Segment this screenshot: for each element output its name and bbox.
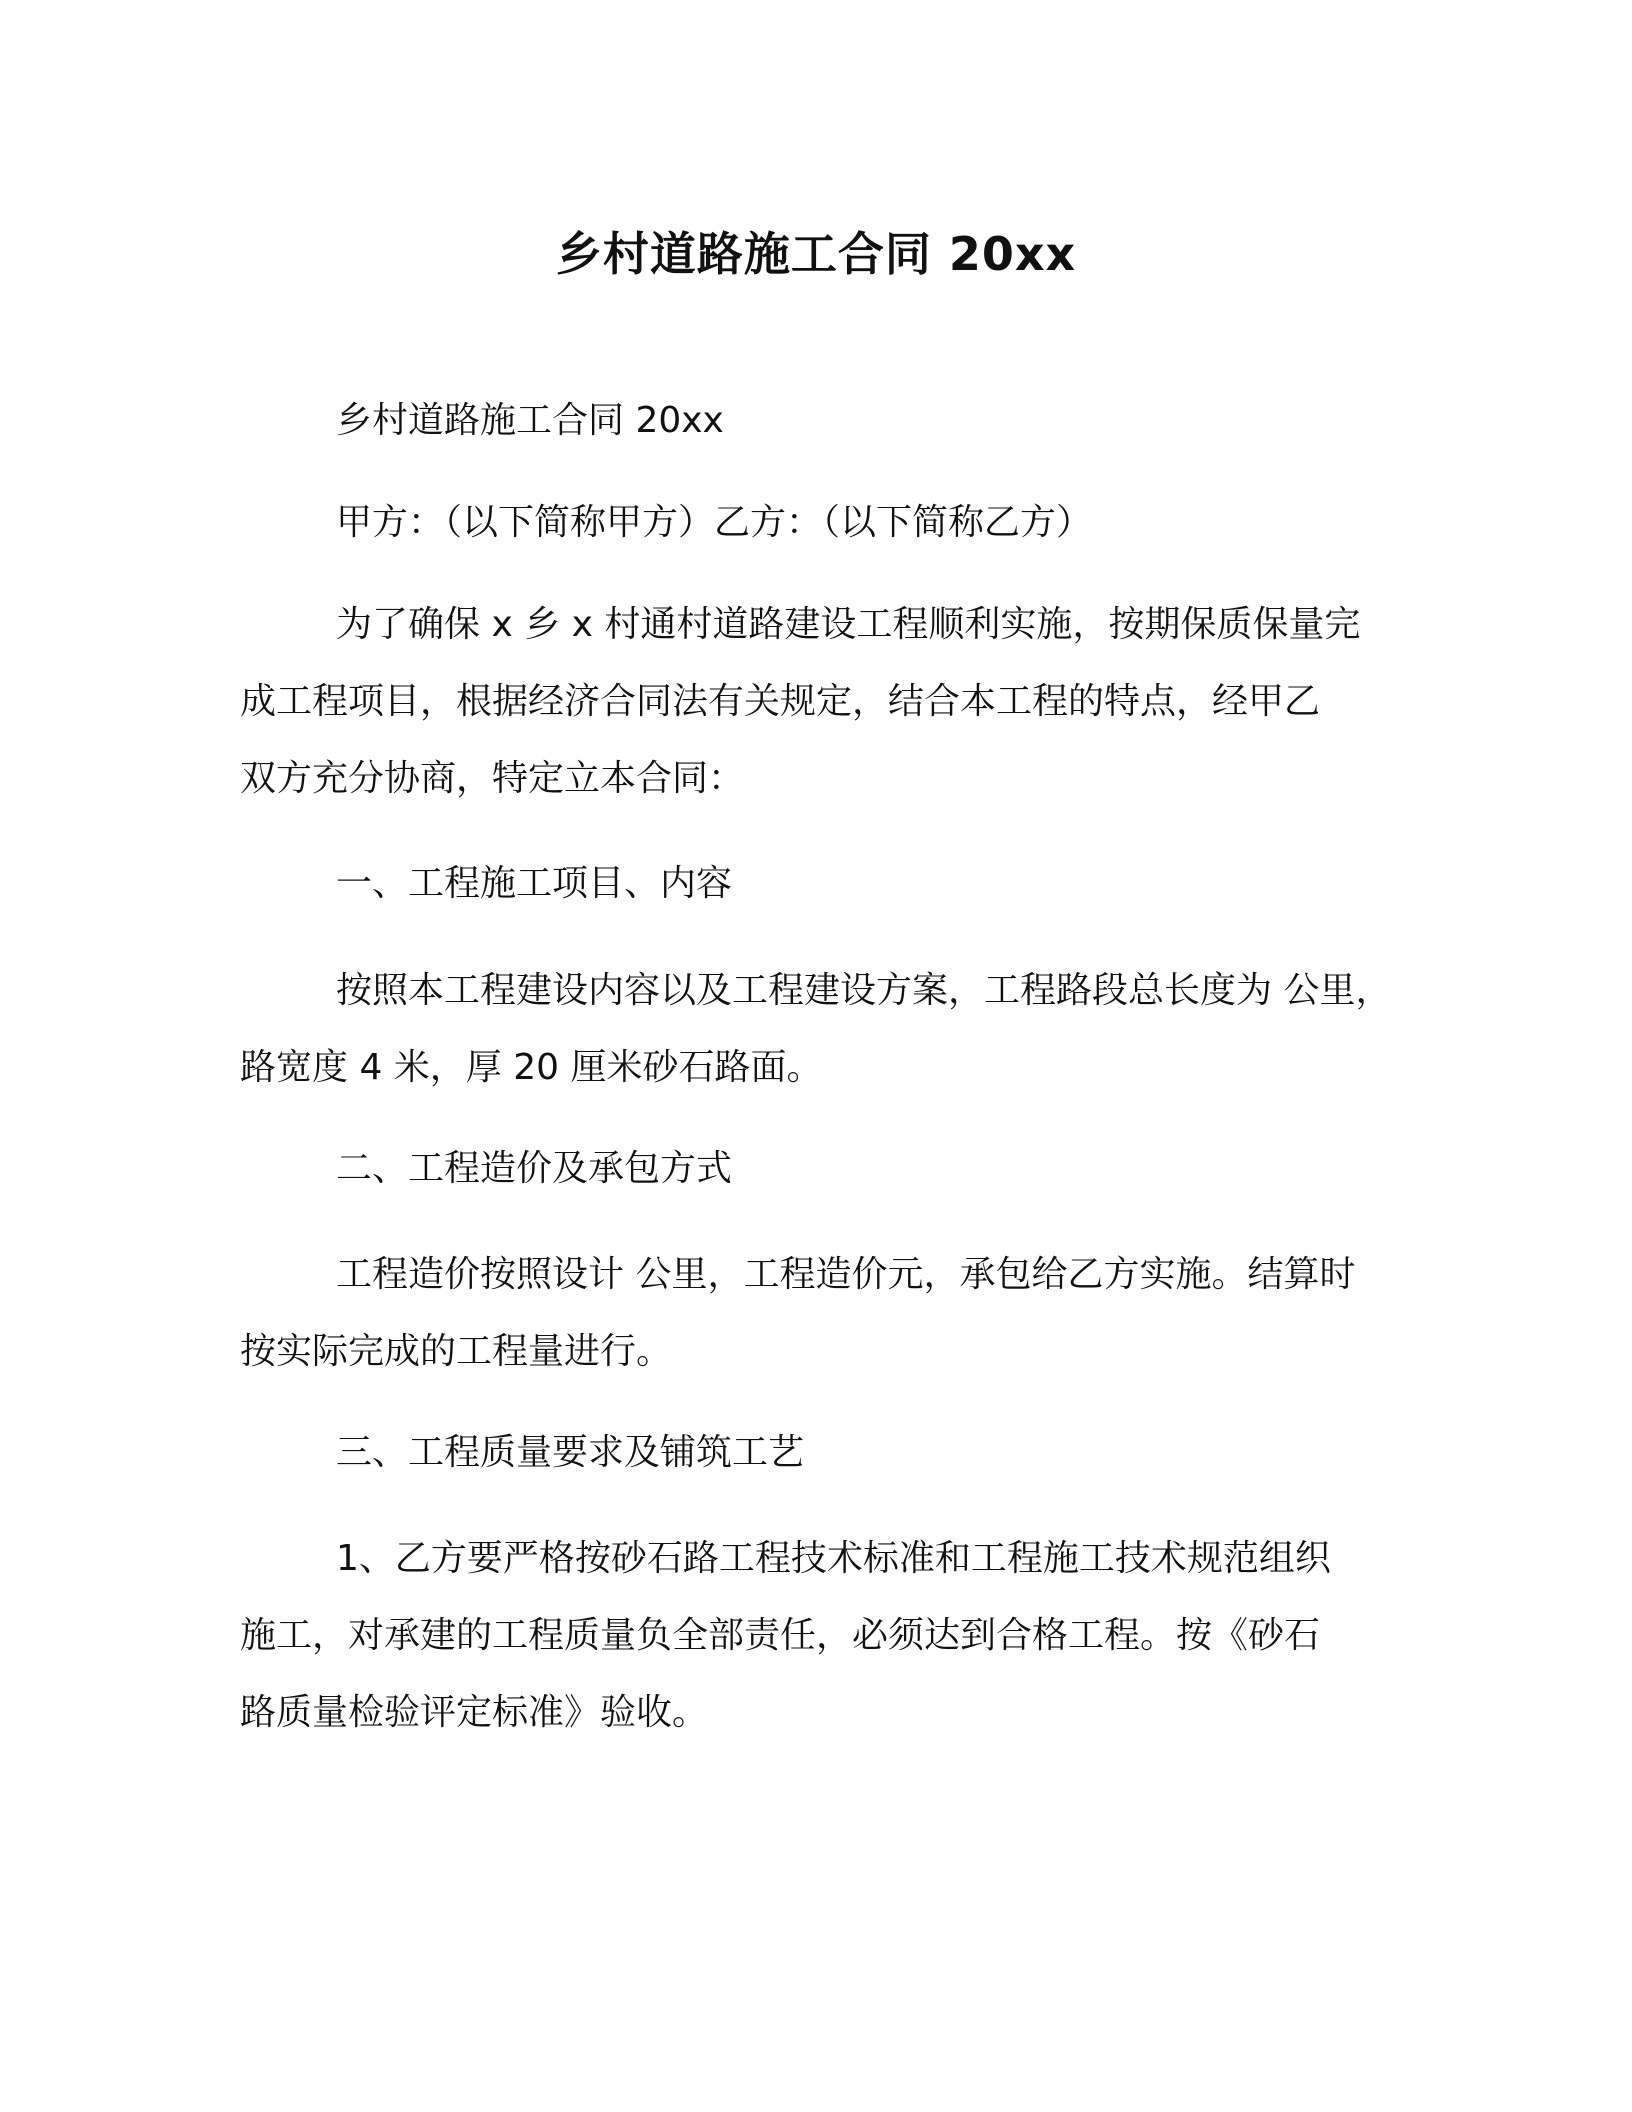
section-3-heading: 三、工程质量要求及铺筑工艺 bbox=[336, 1432, 805, 1473]
section-2-line-2: 按实际完成的工程量进行。 bbox=[240, 1331, 673, 1372]
intro-paragraph bbox=[240, 586, 1410, 817]
section-3-item-1 bbox=[240, 1520, 1410, 1751]
intro-line-1: 为了确保 x 乡 x 村通村道路建设工程顺利实施，按期保质保量完 bbox=[336, 604, 1361, 645]
section-2-line-1: 工程造价按照设计 公里，工程造价元，承包给乙方实施。结算时 bbox=[336, 1254, 1356, 1295]
section-2-heading: 二、工程造价及承包方式 bbox=[336, 1148, 733, 1189]
section-3-item-1-line-3: 路质量检验评定标准》验收。 bbox=[240, 1692, 709, 1733]
intro-line-3: 双方充分协商，特定立本合同： bbox=[240, 758, 745, 799]
section-3-item-1-line-1: 1、乙方要严格按砂石路工程技术标准和工程施工技术规范组织 bbox=[336, 1538, 1331, 1579]
document-subtitle: 乡村道路施工合同 20xx bbox=[336, 400, 724, 441]
section-3-item-1-line-2: 施工，对承建的工程质量负全部责任，必须达到合格工程。按《砂石 bbox=[240, 1615, 1321, 1656]
document-title: 乡村道路施工合同 20xx bbox=[555, 227, 1077, 281]
section-1-line-1: 按照本工程建设内容以及工程建设方案，工程路段总长度为 公里， bbox=[336, 970, 1392, 1011]
section-1-line-2: 路宽度 4 米，厚 20 厘米砂石路面。 bbox=[240, 1047, 823, 1088]
intro-line-2: 成工程项目，根据经济合同法有关规定，结合本工程的特点，经甲乙 bbox=[240, 681, 1321, 722]
section-1-heading: 一、工程施工项目、内容 bbox=[336, 863, 733, 904]
section-2-paragraph bbox=[240, 1236, 1410, 1390]
section-1-paragraph bbox=[240, 952, 1410, 1106]
parties-line: 甲方：（以下简称甲方）乙方：（以下简称乙方） bbox=[336, 502, 1093, 543]
